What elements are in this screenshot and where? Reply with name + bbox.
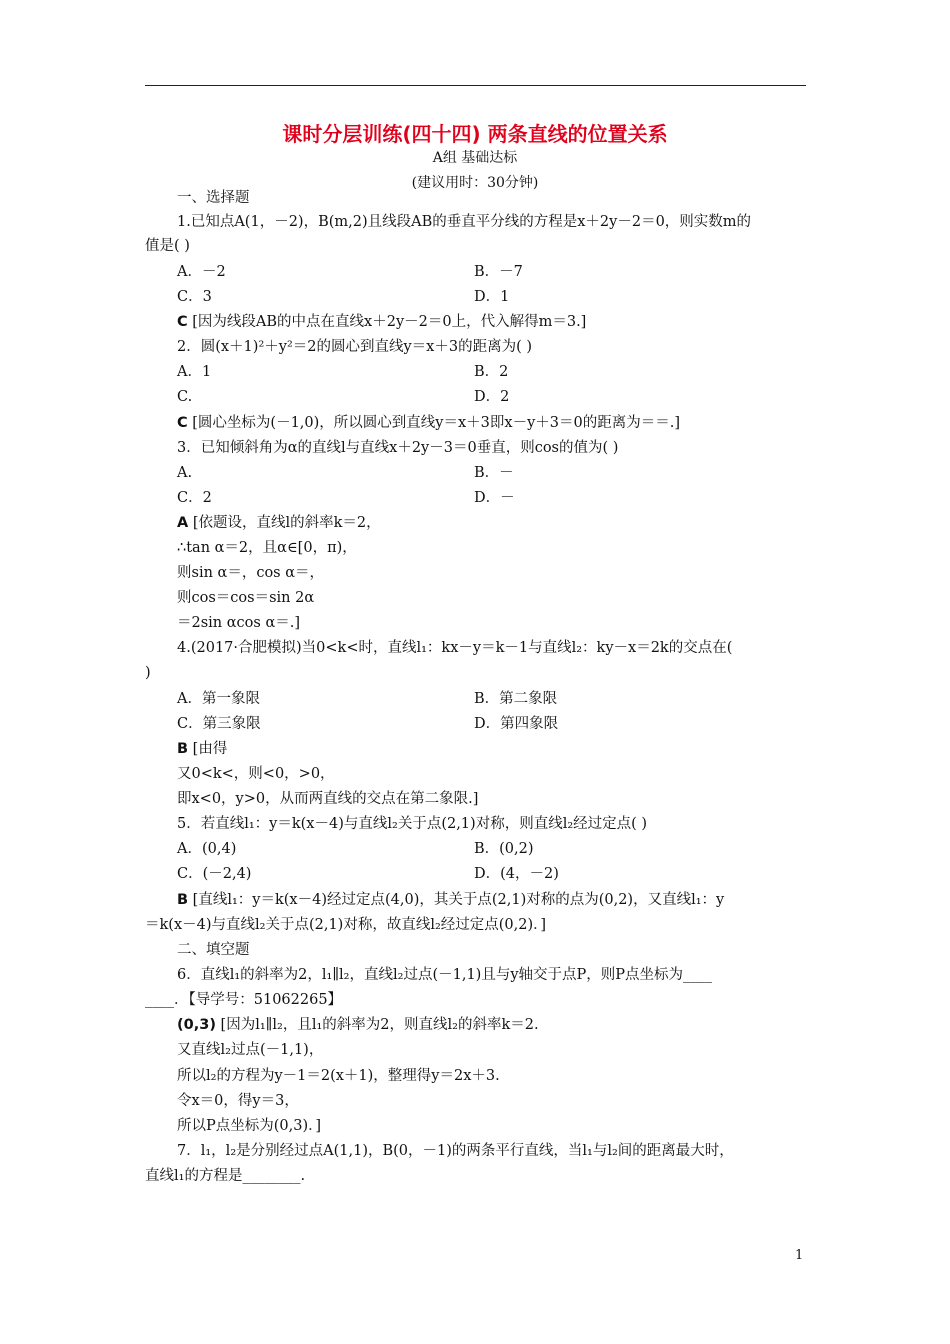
- text-line: [474, 361, 950, 383]
- line-text: [直线l₁：y＝k(x－4)经过定点(4,0)，其关于点(2,1)对称的点为(0,2)，又直线l₁：y: [188, 892, 725, 908]
- text-line: [177, 211, 838, 233]
- text-line: [474, 386, 950, 408]
- text-line: [177, 412, 838, 434]
- line-text: B．2: [474, 364, 509, 380]
- line-text: A.: [177, 465, 193, 481]
- header-rule: [145, 85, 806, 86]
- text-line: [474, 487, 950, 509]
- text-line: [474, 261, 950, 283]
- text-line: [177, 437, 838, 459]
- line-text: C．(－2,4): [177, 866, 252, 882]
- line-text: 一、选择题: [177, 190, 250, 206]
- line-text: B．(0,2): [474, 841, 534, 857]
- text-line: [177, 336, 838, 358]
- text-line: [145, 662, 806, 684]
- line-text: 4.(2017·合肥模拟)当0<k<时，直线l₁：kx－y＝k－1与直线l₂：ky－x＝2k的交点在(: [177, 640, 733, 656]
- line-text: D．－: [474, 490, 515, 506]
- line-text: [因为l₁∥l₂，且l₁的斜率为2，则直线l₂的斜率k＝2.: [215, 1017, 539, 1033]
- line-text: 令x＝0，得y＝3，: [177, 1093, 299, 1109]
- text-line: [474, 863, 950, 885]
- line-text: 7．l₁，l₂是分别经过点A(1,1)，B(0，－1)的两条平行直线，当l₁与l₂间的距离最大时，: [177, 1143, 734, 1159]
- line-text: ＝2sin αcos α＝.]: [177, 615, 301, 631]
- text-line: [177, 512, 838, 534]
- line-text: B．－7: [474, 264, 523, 280]
- answer-letter: (0,3): [177, 1017, 216, 1033]
- text-line: [474, 688, 950, 710]
- text-line: [177, 788, 838, 810]
- line-text: 5．若直线l₁：y＝k(x－4)与直线l₂关于点(2,1)对称，则直线l₂经过定点( ): [177, 816, 648, 832]
- text-line: [145, 989, 806, 1011]
- text-line: [474, 838, 950, 860]
- text-line: [177, 1115, 838, 1137]
- group-label: A组 基础达标: [432, 150, 518, 166]
- line-text: 3．已知倾斜角为α的直线l与直线x＋2y－3＝0垂直，则cos的值为( ): [177, 440, 619, 456]
- line-text: ＝k(x－4)与直线l₂关于点(2,1)对称，故直线l₂经过定点(0,2)．]: [145, 917, 547, 933]
- line-text: 所以l₂的方程为y－1＝2(x＋1)，整理得y＝2x＋3.: [177, 1068, 500, 1084]
- text-line: [177, 1014, 838, 1036]
- text-line: [177, 187, 838, 209]
- text-line: [474, 713, 950, 735]
- line-text: [由得: [188, 741, 228, 757]
- text-line: [177, 537, 838, 559]
- text-line: [177, 562, 838, 584]
- text-line: [145, 235, 806, 257]
- text-line: [177, 889, 838, 911]
- line-text: [依题设，直线l的斜率k＝2，: [188, 515, 381, 531]
- text-line: [177, 1065, 838, 1087]
- line-text: 1.已知点A(1，－2)，B(m,2)且线段AB的垂直平分线的方程是x＋2y－2＝0，则实数m的: [177, 214, 752, 230]
- line-text: C.: [177, 389, 193, 405]
- text-line: [177, 939, 838, 961]
- text-line: [177, 637, 838, 659]
- line-text: 又直线l₂过点(－1,1)，: [177, 1042, 324, 1058]
- line-text: 值是( ): [145, 238, 190, 254]
- text-line: [145, 914, 806, 936]
- text-line: [177, 964, 838, 986]
- text-line: [177, 763, 838, 785]
- line-text: B．－: [474, 465, 514, 481]
- answer-letter: B: [177, 741, 189, 757]
- line-text: D．第四象限: [474, 716, 559, 732]
- text-line: [177, 1039, 838, 1061]
- suggested-time: (建议用时：30分钟): [411, 175, 539, 191]
- page-number: 1: [795, 1248, 804, 1263]
- line-text: [因为线段AB的中点在直线x＋2y－2＝0上，代入解得m＝3.]: [187, 314, 587, 330]
- text-line: [177, 311, 838, 333]
- line-text: 二、填空题: [177, 942, 250, 958]
- line-text: C．第三象限: [177, 716, 261, 732]
- line-text: A．－2: [177, 264, 226, 280]
- line-text: A．1: [177, 364, 212, 380]
- text-line: [177, 738, 838, 760]
- text-line: [177, 587, 838, 609]
- line-text: B．第二象限: [474, 691, 558, 707]
- text-line: [177, 1140, 838, 1162]
- line-text: 6．直线l₁的斜率为2，l₁∥l₂，直线l₂过点(－1,1)且与y轴交于点P，则P点坐标为____: [177, 967, 713, 983]
- text-line: [474, 286, 950, 308]
- line-text: 则cos＝cos＝sin 2α: [177, 590, 315, 606]
- line-text: 则sin α＝，cos α＝，: [177, 565, 325, 581]
- line-text: 又0<k<，则<0，>0，: [177, 766, 335, 782]
- text-line: [145, 1165, 806, 1187]
- line-text: D．(4，－2): [474, 866, 559, 882]
- line-text: C．2: [177, 490, 212, 506]
- line-text: ): [145, 665, 151, 681]
- page-title: 课时分层训练(四十四) 两条直线的位置关系: [282, 122, 668, 146]
- text-line: [177, 813, 838, 835]
- line-text: A．第一象限: [177, 691, 260, 707]
- line-text: ____．【导学号：51062265】: [145, 992, 343, 1008]
- text-line: [474, 462, 950, 484]
- text-line: [177, 612, 838, 634]
- answer-letter: C: [177, 314, 188, 330]
- line-text: C．3: [177, 289, 212, 305]
- line-text: 直线l₁的方程是________.: [145, 1168, 306, 1184]
- answer-letter: B: [177, 892, 189, 908]
- line-text: 即x<0，y>0，从而两直线的交点在第二象限.]: [177, 791, 479, 807]
- line-text: ∴tan α＝2，且α∈[0，π)，: [177, 540, 357, 556]
- line-text: 2．圆(x＋1)²＋y²＝2的圆心到直线y＝x＋3的距离为( ): [177, 339, 533, 355]
- text-line: [177, 1090, 838, 1112]
- line-text: D．2: [474, 389, 510, 405]
- answer-letter: A: [177, 515, 189, 531]
- line-text: D．1: [474, 289, 510, 305]
- answer-letter: C: [177, 415, 188, 431]
- line-text: [圆心坐标为(－1,0)，所以圆心到直线y＝x＋3即x－y＋3＝0的距离为＝＝.]: [187, 415, 680, 431]
- line-text: A．(0,4): [177, 841, 237, 857]
- line-text: 所以P点坐标为(0,3)．]: [177, 1118, 322, 1134]
